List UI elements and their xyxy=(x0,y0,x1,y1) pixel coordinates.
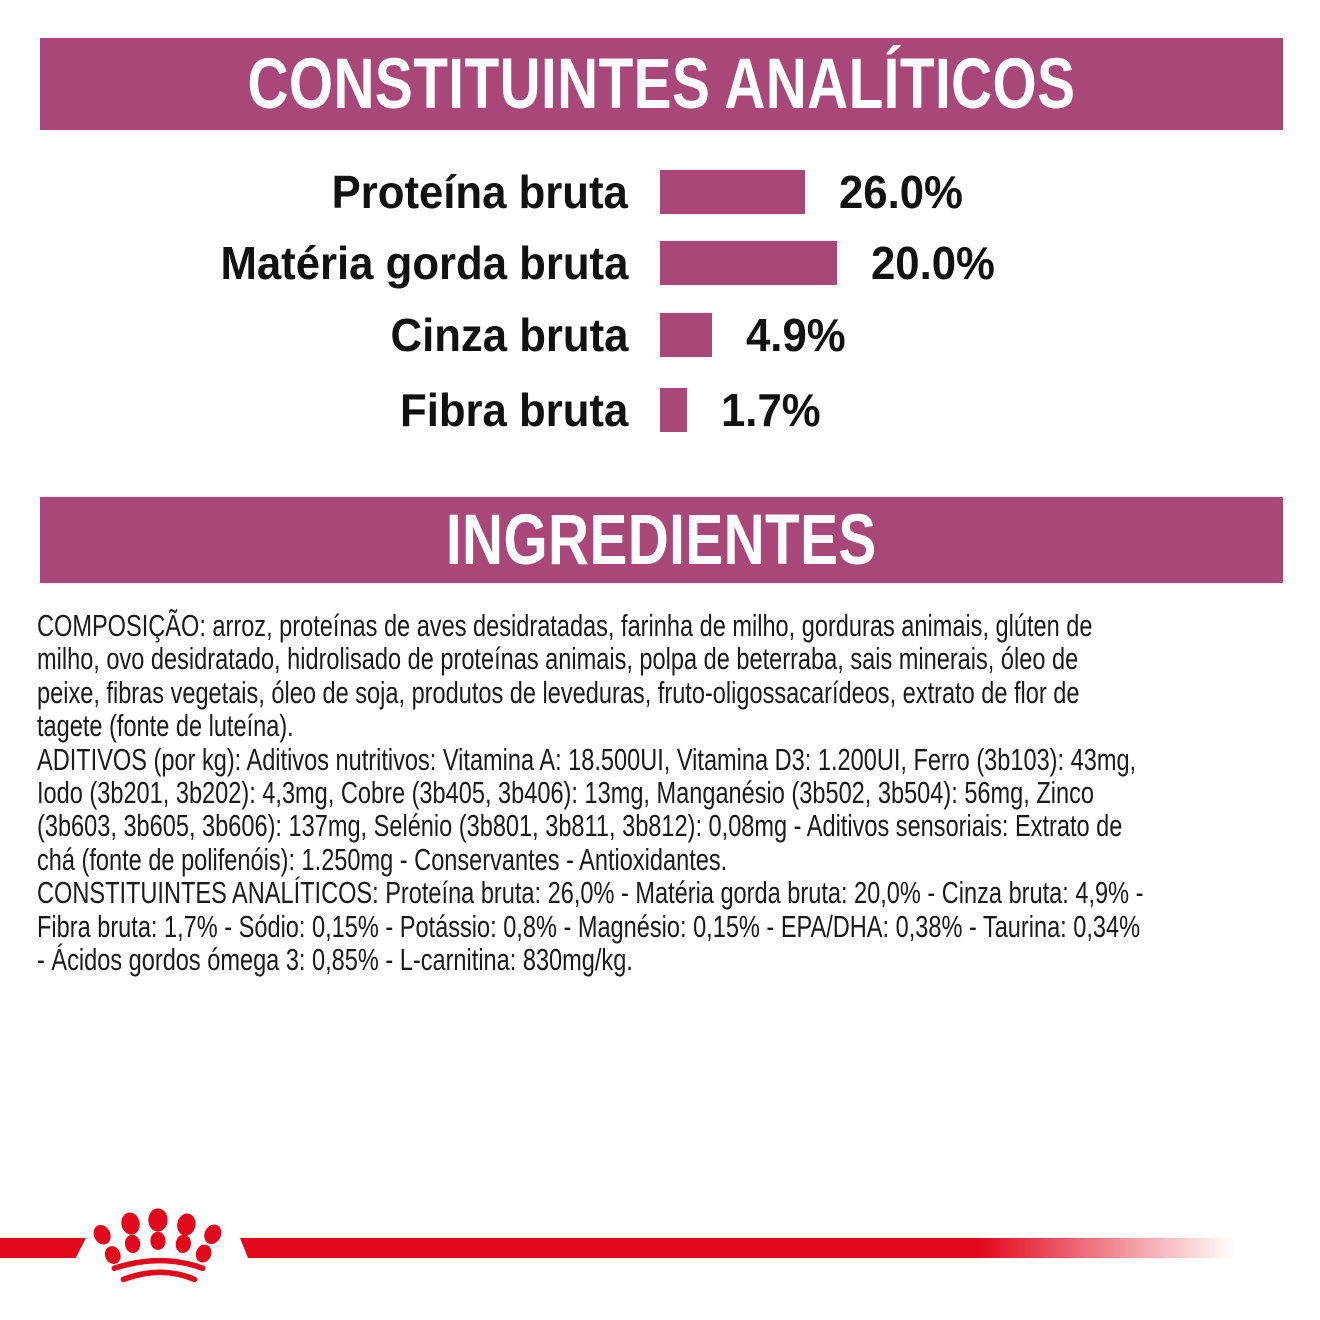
chart-bar xyxy=(660,313,712,357)
text-line: chá (fonte de polifenóis): 1.250mg - Conservantes - Antioxidantes. xyxy=(37,841,728,877)
footer-red-line-right xyxy=(240,1238,1236,1258)
chart-bar xyxy=(660,170,805,214)
chart-bar xyxy=(660,241,837,285)
composicao-paragraph xyxy=(37,609,1320,743)
text-line: Fibra bruta: 1,7% - Sódio: 0,15% - Potássio: 0,8% - Magnésio: 0,15% - EPA/DHA: 0,38% - Taurina: 0,34% xyxy=(37,908,1141,944)
analytical-constituents-chart xyxy=(0,166,1320,470)
royal-canin-crown-paw-logo xyxy=(94,1210,228,1294)
analytical-constituents-title: CONSTITUINTES ANALÍTICOS xyxy=(247,44,1076,124)
footer-red-line-left xyxy=(0,1238,86,1258)
chart-category-label: Matéria gorda bruta xyxy=(220,237,628,289)
text-line: Iodo (3b201, 3b202): 4,3mg, Cobre (3b405, 3b406): 13mg, Manganésio (3b502, 3b504): 56mg, Zinco xyxy=(37,775,1094,811)
chart-category-label: Fibra bruta xyxy=(399,384,628,436)
ingredients-text-block xyxy=(37,609,1320,976)
ingredients-title: INGREDIENTES xyxy=(446,500,877,580)
text-line: COMPOSIÇÃO: arroz, proteínas de aves desidratadas, farinha de milho, gorduras animais, glúten de xyxy=(37,608,1093,643)
chart-value-label: 1.7% xyxy=(721,384,821,436)
text-line: peixe, fibras vegetais, óleo de soja, produtos de leveduras, fruto-oligossacarídeos, extrato de flor de xyxy=(37,674,1080,710)
chart-category-label: Cinza bruta xyxy=(390,309,628,361)
chart-value-label: 20.0% xyxy=(871,237,995,289)
chart-bar xyxy=(660,388,687,432)
chart-value-label: 26.0% xyxy=(839,166,963,218)
analytical-constituents-banner xyxy=(40,38,1283,130)
text-line: tagete (fonte de luteína). xyxy=(37,708,294,744)
chart-row-proteina xyxy=(0,166,1320,218)
text-line: CONSTITUINTES ANALÍTICOS: Proteína bruta: 26,0% - Matéria gorda bruta: 20,0% - Cinza bruta: 4,9% - xyxy=(37,875,1144,911)
chart-row-fibra xyxy=(0,384,1320,436)
chart-category-label: Proteína bruta xyxy=(331,166,628,218)
chart-row-materia-gorda xyxy=(0,237,1320,289)
text-line: - Ácidos gordos ómega 3: 0,85% - L-carnitina: 830mg/kg. xyxy=(37,942,633,978)
text-line: milho, ovo desidratado, hidrolisado de proteínas animais, polpa de beterraba, sais minerais, óleo de xyxy=(37,641,1079,677)
text-line: (3b603, 3b605, 3b606): 137mg, Selénio (3b801, 3b811, 3b812): 0,08mg - Aditivos sensoriais: Extrato de xyxy=(37,808,1123,844)
chart-row-cinza xyxy=(0,309,1320,361)
ingredients-banner xyxy=(40,497,1283,583)
constituintes-paragraph xyxy=(37,876,1320,976)
aditivos-paragraph xyxy=(37,743,1320,877)
chart-value-label: 4.9% xyxy=(746,309,846,361)
text-line: ADITIVOS (por kg): Aditivos nutritivos: Vitamina A: 18.500UI, Vitamina D3: 1.200UI, Ferro (3b103): 43mg, xyxy=(37,741,1137,777)
